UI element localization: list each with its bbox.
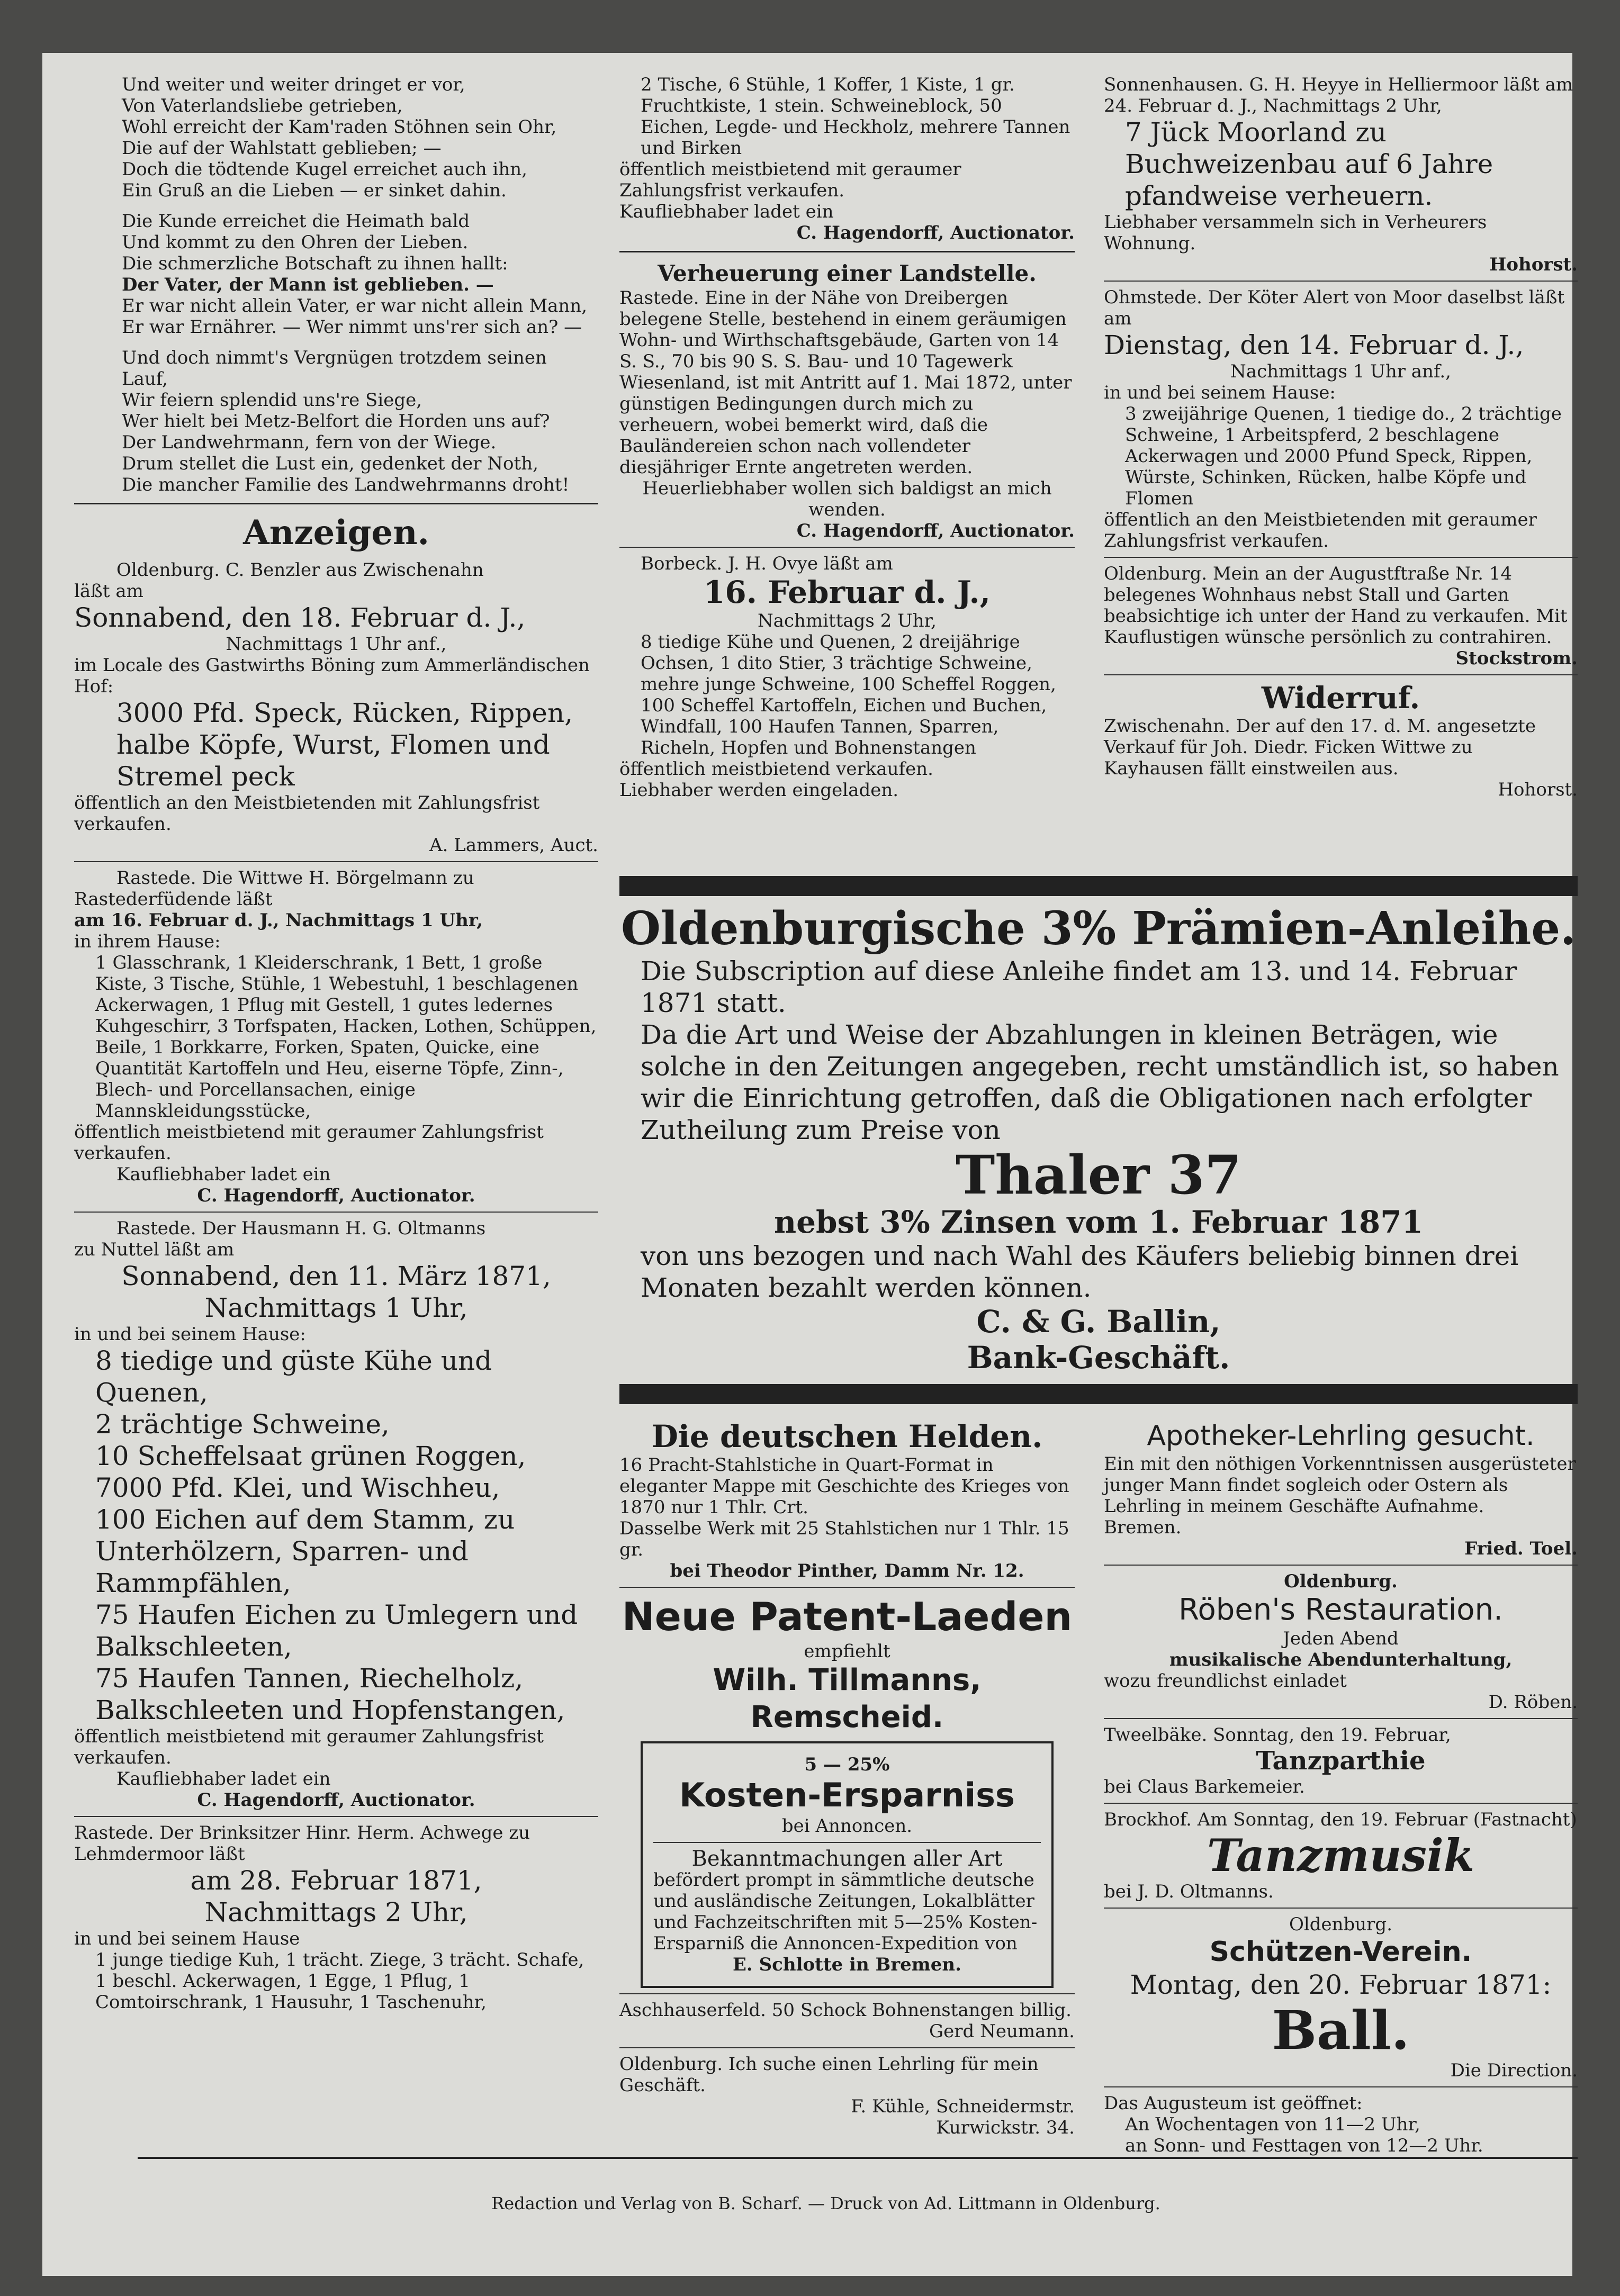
ad-items: 1 Glasschrank, 1 Kleiderschrank, 1 Bett, 1 große Kiste, 3 Tische, Stühle, 1 Webestuhl, 1 beschlagenen Ackerwagen, 1 Pflug mit Gestell, 1 gutes ledernes Kuhgeschirr, 3 Torfspaten, Hacken, Lothen, Schüppen, Beile, 1 Borkkarre, Forken, Spaten, Quicke, eine Quantität Kartoffeln und Heu, eiserne Töpfe, Zinn-, Blech- und Porcellansachen, einige Mannskleidungsstücke,: [95, 952, 597, 1122]
ad-invite: Kaufliebhaber ladet ein: [619, 201, 834, 222]
ad-text: 16 Pracht-Stahlstiche in Quart-Format in eleganter Mappe mit Geschichte des Krieges von 1870 nur 1 Thlr. Crt.: [619, 1454, 1069, 1518]
ad-terms: öffentlich an den Meistbietenden mit geraumer Zahlungsfrist verkaufen.: [1104, 509, 1537, 552]
ad-line: Tweelbäke. Sonntag, den 19. Februar,: [1104, 1724, 1451, 1746]
ad-tanzmusik: [1104, 1809, 1578, 1902]
anzeigen-heading: Anzeigen.: [243, 513, 429, 553]
ad-benzler: [74, 559, 598, 856]
ad-line: Rastede. Der Brinksitzer Hinr. Herm. Achwege zu Lehmdermoor läßt: [74, 1822, 530, 1865]
anleihe-text: Die Subscription auf diese Anleihe findet am 13. und 14. Februar 1871 statt.: [641, 956, 1517, 1018]
poem-line: Und doch nimmt's Vergnügen trotzdem seinen Lauf,: [122, 347, 547, 390]
divider: [619, 1587, 1075, 1588]
anleihe-text: Da die Art und Weise der Abzahlungen in kleinen Beträgen, wie solche in den Zeitungen angegeben, recht umständlich ist, so haben wir die Einrichtung getroffen, daß die Obligationen nach erfolgter Zutheilung zum Preise von: [641, 1019, 1559, 1145]
ad-kosten: [641, 1741, 1054, 1988]
poem-line: Der Landwehrmann, fern von der Wiege.: [122, 432, 497, 453]
divider: [619, 547, 1075, 548]
ornamental-bar: [619, 876, 1578, 896]
ad-time: Nachmittags 1 Uhr anf.,: [226, 634, 447, 655]
ad-item: 10 Scheffelsaat grünen Roggen,: [95, 1441, 526, 1471]
ad-title: Verheuerung einer Landstelle.: [658, 260, 1037, 286]
ad-helden: [619, 1418, 1075, 1581]
ad-oltmanns: [74, 1218, 598, 1811]
anleihe-firm: Bank-Geschäft.: [967, 1340, 1230, 1376]
ad-sign: bei Theodor Pinther, Damm Nr. 12.: [670, 1560, 1024, 1581]
ad-title: Neue Patent-Laeden: [622, 1594, 1073, 1640]
poem-line: Von Vaterlandsliebe getrieben,: [122, 95, 403, 116]
ad-sign: C. Hagendorff, Auctionator.: [796, 222, 1075, 243]
ad-invite: Liebhaber versammeln sich in Verheurers Wohnung.: [1104, 212, 1487, 254]
ad-firm: E. Schlotte in Bremen.: [733, 1954, 961, 1975]
ad-where: in ihrem Hause:: [74, 931, 221, 952]
poem-line: Doch die tödtende Kugel erreichet auch ihn,: [122, 159, 527, 180]
ad-time: Nachmittags 2 Uhr,: [757, 610, 937, 631]
ad-big: 7 Jück Moorland zu Buchweizenbau auf 6 Jahre pfandweise verheuern.: [1125, 117, 1493, 211]
ad-invite: Heuerliebhaber wollen sich baldigst an mich wenden.: [642, 478, 1052, 520]
ad-alert: [1104, 287, 1578, 552]
ad-text: Aschhauserfeld. 50 Schock Bohnenstangen billig.: [619, 2000, 1072, 2021]
divider: [1104, 1718, 1578, 1719]
poem-line: Wir feiern splendid uns're Siege,: [122, 390, 422, 411]
divider: [74, 503, 598, 504]
ad-heading: Bekanntmachungen aller Art: [691, 1847, 1003, 1871]
ad-text: Dasselbe Werk mit 25 Stahlstichen nur 1 Thlr. 15 gr.: [619, 1518, 1069, 1560]
ad-item: 75 Haufen Tannen, Riechelholz, Balkschleeten und Hopfenstangen,: [95, 1663, 565, 1725]
ad-where: in und bei seinem Hause:: [1104, 382, 1336, 403]
divider: [74, 1816, 598, 1817]
column-1: [74, 74, 598, 2013]
ad-line: An Wochentagen von 11—2 Uhr,: [1125, 2114, 1420, 2135]
divider: [74, 1212, 598, 1213]
ad-date: am 28. Februar 1871,: [190, 1865, 482, 1896]
ad-sign: C. Hagendorff, Auctionator.: [197, 1185, 475, 1206]
ad-place: Bremen.: [1104, 1517, 1182, 1538]
ad-time: Nachmittags 1 Uhr,: [204, 1292, 468, 1323]
divider: [619, 1993, 1075, 1994]
ad-item: 100 Eichen auf dem Stamm, zu Unterhölzern, Sparren- und Rammpfählen,: [95, 1504, 515, 1598]
ad-augusteum: [1104, 2093, 1578, 2156]
ad-sign: C. Hagendorff, Auctionator.: [197, 1789, 475, 1811]
ad-item: 75 Haufen Eichen zu Umlegern und Balkschleeten,: [95, 1599, 578, 1662]
ad-date: Dienstag, den 14. Februar d. J.,: [1104, 330, 1524, 360]
ad-sign: C. Hagendorff, Auctionator.: [796, 520, 1075, 541]
ad-roeben: [1104, 1571, 1578, 1713]
anleihe-interest: nebst 3% Zinsen vom 1. Februar 1871: [773, 1204, 1423, 1240]
ad-line: zu Nuttel läßt am: [74, 1239, 235, 1260]
ad-place: im Locale des Gastwirths Böning zum Ammerländischen Hof:: [74, 655, 590, 697]
ad-line: Rastede. Der Hausmann H. G. Oltmanns: [116, 1218, 486, 1239]
ad-text: Oldenburg. Mein an der Augustftraße Nr. 14 belegenes Wohnhaus nebst Stall und Garten beabsichtige ich unter der Hand zu verkaufen. Mit Kauflustigen wünsche persönlich zu contrahiren.: [1104, 563, 1568, 648]
ad-where: in und bei seinem Hause: [74, 1928, 300, 1949]
ad-item: 2 trächtige Schweine,: [95, 1409, 390, 1440]
ad-sign: Stockstrom.: [1455, 648, 1578, 669]
ad-ovye: [619, 553, 1075, 801]
poem-line: Ein Gruß an die Lieben — er sinket dahin.: [122, 180, 507, 201]
divider: [1104, 1803, 1578, 1804]
divider: [1104, 281, 1578, 282]
poem-line: Die Kunde erreichet die Heimath bald: [122, 211, 470, 232]
ad-line: Das Augusteum ist geöffnet:: [1104, 2093, 1363, 2114]
ad-landstelle: [619, 260, 1075, 541]
divider: [1104, 1908, 1578, 1909]
ad-title: Tanzmusik: [1207, 1829, 1475, 1882]
ad-terms: öffentlich meistbietend mit geraumer Zahlungsfrist verkaufen.: [619, 159, 961, 201]
footer-rule: [138, 2157, 1578, 2159]
poem: [74, 74, 598, 495]
ad-text: Rastede. Eine in der Nähe von Dreibergen belegene Stelle, bestehend in einem geräumigen Wohn- und Wirthschaftsgebäude, Garten von 14 S. S., 70 bis 90 S. S. Bau- und 10 Tagewerk Wiesenland, ist mit Antritt auf 1. Mai 1872, unter günstigen Bedingungen durch mich zu verheuern, wobei bemerkt wird, daß die Bauländereien schon nach vollendeter diesjähriger Ernte angetreten werden.: [619, 287, 1072, 478]
ad-items: 8 tiedige Kühe und Quenen, 2 dreijährige Ochsen, 1 dito Stier, 3 trächtige Schweine, mehre junge Schweine, 100 Scheffel Roggen, 100 Scheffel Kartoffeln, Eichen und Buchen, Windfall, 100 Haufen Tannen, Sparren, Richeln, Hopfen und Bohnenstangen: [641, 631, 1056, 758]
divider: [653, 1842, 1041, 1843]
ad-line: Oldenburg. C. Benzler aus Zwischenahn: [116, 559, 484, 581]
ad-sign: Hohorst.: [1498, 779, 1578, 800]
ad-sign: Die Direction.: [1450, 2060, 1578, 2081]
ad-line: Ohmstede. Der Köter Alert von Moor daselbst läßt am: [1104, 287, 1565, 329]
ad-apotheker: [1104, 1418, 1578, 1559]
divider: [1104, 1565, 1578, 1566]
ad-item: 7000 Pfd. Klei, und Wischheu,: [95, 1472, 500, 1503]
ad-invite: Liebhaber werden eingeladen.: [619, 780, 899, 801]
poem-line: Drum stellet die Lust ein, gedenket der Noth,: [122, 453, 538, 474]
ad-terms: öffentlich an den Meistbietenden mit Zahlungsfrist verkaufen.: [74, 792, 540, 835]
ad-place: Oldenburg.: [1289, 1914, 1393, 1935]
poem-line: Er war Ernährer. — Wer nimmt uns'rer sich an? —: [122, 317, 582, 338]
column-3-bottom: [1104, 1418, 1578, 2156]
divider: [1104, 557, 1578, 558]
column-2: [619, 74, 1075, 801]
ad-items: 2 Tische, 6 Stühle, 1 Koffer, 1 Kiste, 1 gr. Fruchtkiste, 1 stein. Schweineblock, 50 Eichen, Legde- und Heckholz, mehrere Tannen und Birken: [641, 74, 1070, 159]
ad-title: Apotheker-Lehrling gesucht.: [1147, 1420, 1535, 1452]
ad-title: Widerruf.: [1261, 681, 1420, 716]
ad-laeden: [619, 1593, 1075, 1736]
ad-sub: empfiehlt: [804, 1641, 890, 1662]
ad-heyye: [1104, 74, 1578, 275]
ad-ball: Ball.: [1272, 1999, 1410, 2062]
anleihe-firm: C. & G. Ballin,: [976, 1304, 1221, 1340]
ad-title: Kosten-Ersparniss: [679, 1776, 1015, 1814]
divider: [619, 251, 1075, 252]
ad-items: 3 zweijährige Quenen, 1 tiedige do., 2 trächtige Schweine, 1 Arbeitspferd, 2 beschlagene Ackerwagen und 2000 Pfund Speck, Rippen, Würste, Schinken, Rücken, halbe Köpfe und Flomen: [1125, 403, 1562, 509]
ad-terms: öffentlich meistbietend verkaufen.: [619, 758, 933, 780]
ad-text: Zwischenahn. Der auf den 17. d. M. angesetzte Verkauf für Joh. Diedr. Ficken Wittwe zu Kayhausen fällt einstweilen aus.: [1104, 716, 1536, 779]
ad-brinksitzer: [74, 1822, 598, 2013]
ad-terms: öffentlich meistbietend mit geraumer Zahlungsfrist verkaufen.: [74, 1726, 544, 1768]
poem-line: Und weiter und weiter dringet er vor,: [122, 74, 465, 95]
ad-pct: 5 — 25%: [804, 1754, 890, 1775]
ad-item: 8 tiedige und güste Kühe und Quenen,: [95, 1345, 492, 1408]
ad-title: Die deutschen Helden.: [651, 1418, 1043, 1454]
poem-line: Die auf der Wahlstatt geblieben; —: [122, 138, 442, 159]
ad-heading: musikalische Abendunterhaltung,: [1169, 1649, 1513, 1670]
poem-line: Wohl erreicht der Kam'raden Stöhnen sein Ohr,: [122, 116, 557, 138]
ad-line: an Sonn- und Festtagen von 12—2 Uhr.: [1125, 2135, 1483, 2156]
ad-text: Oldenburg. Ich suche einen Lehrling für mein Geschäft.: [619, 2054, 1039, 2096]
ad-invite: Kaufliebhaber ladet ein: [116, 1164, 331, 1185]
ad-kuehle: [619, 2054, 1075, 2138]
divider: [74, 861, 598, 862]
poem-line: Wer hielt bei Metz-Belfort die Horden uns auf?: [122, 411, 550, 432]
imprint: Redaction und Verlag von B. Scharf. — Druck von Ad. Littmann in Oldenburg.: [491, 2193, 1160, 2213]
ad-date: Montag, den 20. Februar 1871:: [1130, 1969, 1552, 2000]
column-3: [1104, 74, 1578, 800]
ad-invite: Kaufliebhaber ladet ein: [116, 1768, 331, 1789]
ad-goods: 3000 Pfd. Speck, Rücken, Rippen, halbe Köpfe, Wurst, Flomen und Stremel peck: [116, 698, 573, 792]
divider: [1104, 2086, 1578, 2087]
ad-items: 1 junge tiedige Kuh, 1 trächt. Ziege, 3 trächt. Schafe, 1 beschl. Ackerwagen, 1 Egge, 1 Pflug, 1 Comtoirschrank, 1 Hausuhr, 1 Taschenuhr,: [95, 1949, 584, 2013]
ad-firm: Wilh. Tillmanns, Remscheid.: [713, 1663, 982, 1734]
ad-place: Oldenburg.: [1284, 1571, 1398, 1592]
ad-continued: [619, 74, 1075, 243]
anleihe-price: Thaler 37: [955, 1144, 1242, 1206]
ad-sign: F. Kühle, Schneidermstr.: [851, 2096, 1075, 2117]
ad-text: Ein mit den nöthigen Vorkenntnissen ausgerüsteter junger Mann findet sogleich oder Ostern als Lehrling in meinem Geschäfte Aufnahme.: [1104, 1453, 1576, 1517]
ad-widerruf: [1104, 681, 1578, 800]
ad-tanzparthie: [1104, 1724, 1578, 1797]
ad-addr: Kurwickstr. 34.: [936, 2117, 1075, 2138]
ad-line: Sonnenhausen. G. H. Heyye in Helliermoor läßt am 24. Februar d. J., Nachmittags 2 Uhr,: [1104, 74, 1573, 116]
divider: [1104, 674, 1578, 675]
ad-text: befördert prompt in sämmtliche deutsche und ausländische Zeitungen, Lokalblätter und Fachzeitschriften mit 5—25% Kosten-Ersparniß die Annoncen-Expedition von: [653, 1869, 1038, 1954]
anleihe-title: Oldenburgische 3% Prämien-Anleihe.: [621, 902, 1576, 955]
ad-sign: Gerd Neumann.: [929, 2021, 1075, 2042]
ad-date: am 16. Februar d. J., Nachmittags 1 Uhr,: [74, 910, 483, 931]
anleihe-text: von uns bezogen und nach Wahl des Käufers beliebig binnen drei Monaten bezahlt werden können.: [641, 1241, 1519, 1303]
ad-title: Schützen-Verein.: [1209, 1936, 1472, 1968]
ad-sign: Hohorst.: [1489, 254, 1578, 275]
ad-stockstrom: [1104, 563, 1578, 669]
ad-line: läßt am: [74, 581, 143, 602]
ad-time: Nachmittags 1 Uhr anf.,: [1230, 361, 1451, 382]
ad-time: Nachmittags 2 Uhr,: [204, 1897, 468, 1928]
ad-sub: Jeden Abend: [1283, 1628, 1399, 1649]
ad-date: Sonnabend, den 11. März 1871,: [121, 1261, 551, 1291]
column-2-bottom: [619, 1418, 1075, 2138]
ad-line: Brockhof. Am Sonntag, den 19. Februar (Fastnacht): [1104, 1809, 1577, 1830]
ad-sub: bei Annoncen.: [781, 1815, 913, 1837]
ad-title: Röben's Restauration.: [1178, 1593, 1503, 1627]
ad-where: in und bei seinem Hause:: [74, 1324, 306, 1345]
ad-sign: bei J. D. Oltmanns.: [1104, 1881, 1274, 1902]
ad-sign: bei Claus Barkemeier.: [1104, 1776, 1305, 1797]
poem-line: Er war nicht allein Vater, er war nicht allein Mann,: [122, 295, 588, 317]
ad-terms: öffentlich meistbietend mit geraumer Zahlungsfrist verkaufen.: [74, 1122, 544, 1164]
anleihe-ad: [619, 876, 1578, 1404]
divider: [619, 2047, 1075, 2048]
ad-sign: Fried. Toel.: [1464, 1538, 1578, 1559]
ad-date: 16. Februar d. J.,: [704, 574, 991, 610]
ad-line: Borbeck. J. H. Ovye läßt am: [641, 553, 893, 574]
poem-line: Die schmerzliche Botschaft zu ihnen hallt:: [122, 253, 508, 274]
ad-line: Rastederfüdende läßt: [74, 889, 273, 910]
ornamental-bar: [619, 1384, 1578, 1404]
ad-sign: A. Lammers, Auct.: [429, 835, 598, 856]
ad-sign: D. Röben.: [1488, 1692, 1578, 1713]
ad-date: Sonnabend, den 18. Februar d. J.,: [74, 602, 526, 633]
ad-title: Tanzparthie: [1256, 1746, 1426, 1776]
poem-line: Der Vater, der Mann ist geblieben. —: [122, 274, 494, 295]
ad-bohnen: [619, 2000, 1075, 2042]
poem-line: Die mancher Familie des Landwehrmanns droht!: [122, 474, 570, 495]
poem-line: Und kommt zu den Ohren der Lieben.: [122, 232, 469, 253]
ad-invite: wozu freundlichst einladet: [1104, 1670, 1347, 1692]
ad-line: Rastede. Die Wittwe H. Börgelmann zu: [116, 867, 474, 889]
ad-verein: [1104, 1914, 1578, 2081]
ad-boergelmann: [74, 867, 598, 1206]
